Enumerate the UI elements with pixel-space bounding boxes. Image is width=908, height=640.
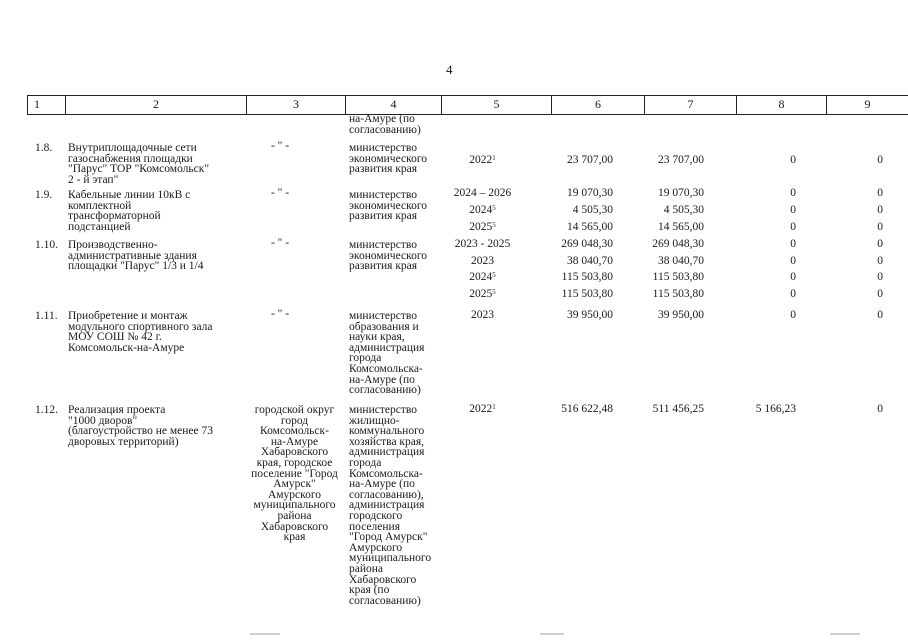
executor-ditto: - " - (270, 187, 290, 199)
value-col9: 0 (877, 204, 883, 216)
measure-name: Производственно- (68, 239, 158, 251)
responsible: министерство (349, 239, 417, 251)
executor: муниципального (253, 499, 336, 512)
responsible: городского (349, 510, 403, 522)
row-number: 1.10. (35, 239, 58, 251)
executor: на-Амуре (270, 435, 319, 448)
measure-name: Кабельные линии 10кВ с (68, 189, 191, 201)
header-col-3: 3 (246, 96, 345, 114)
header-col-8: 8 (736, 96, 826, 114)
measure-name: Приобретение и монтаж (68, 310, 188, 322)
responsible: хозяйства края, (349, 435, 425, 448)
value-col6: 39 950,00 (567, 309, 613, 321)
year: 2023 (471, 309, 494, 321)
footnote-ref: 5 (492, 221, 496, 229)
responsible: Хабаровского (349, 573, 417, 586)
responsible: жилищно- (349, 414, 400, 427)
year: 2025$^5$ (469, 288, 496, 300)
responsible: на-Амуре (по (349, 373, 415, 386)
responsible: Комсомольска- (349, 467, 423, 480)
responsible: администрация (349, 446, 425, 459)
row-number: 1.8. (35, 142, 53, 154)
footnote-ref: 5 (492, 288, 496, 296)
year: 2023 - 2025 (454, 238, 511, 250)
header-col-4: 4 (345, 96, 441, 114)
measure-name: административные здания (68, 249, 197, 262)
value-col9: 0 (877, 288, 883, 300)
value-col6: 38 040,70 (567, 255, 613, 267)
value-col6: 23 707,00 (567, 154, 613, 166)
measure-name: дворовых территорий) (68, 435, 179, 448)
value-col7: 115 503,80 (652, 288, 704, 300)
responsible: на-Амуре (по (349, 478, 415, 491)
responsible: согласованию) (349, 594, 421, 607)
year: 2024 – 2026 (453, 187, 512, 199)
responsible: края (по (349, 584, 390, 597)
header-col-5: 5 (441, 96, 551, 114)
value-col7: 4 505,30 (663, 204, 704, 216)
measure-name: 2 - й этап" (68, 173, 119, 186)
executor: городской округ (254, 404, 335, 416)
value-col9: 0 (877, 403, 883, 415)
footnote-ref: 5 (492, 271, 496, 279)
responsible: министерство (349, 142, 417, 154)
responsible: образования и (349, 320, 419, 333)
executor: Хабаровского (260, 446, 329, 459)
measure-name: модульного спортивного зала (68, 320, 213, 333)
responsible: города (349, 457, 382, 469)
executor: Хабаровского (260, 520, 329, 533)
measure-name: Реализация проекта (68, 404, 166, 416)
year: 2022$^1$ (469, 403, 496, 415)
value-col9: 0 (877, 187, 883, 199)
responsible: развития края (349, 260, 418, 273)
responsible: администрация (349, 341, 425, 354)
measure-name: Внутриплощадочные сети (68, 142, 197, 154)
responsible: муниципального (349, 552, 432, 565)
year: 2022$^1$ (469, 154, 496, 166)
value-col7: 39 950,00 (658, 309, 704, 321)
year: 2025$^5$ (469, 221, 496, 233)
value-col7: 269 048,30 (652, 238, 704, 250)
value-col8: 0 (790, 221, 796, 233)
measure-name: "1000 дворов" (68, 414, 138, 427)
value-col8: 0 (790, 204, 796, 216)
row-number: 1.12. (35, 404, 58, 416)
value-col8: 0 (790, 187, 796, 199)
value-col8: 0 (790, 154, 796, 166)
executor: края, городское (256, 457, 333, 469)
value-col8: 0 (790, 309, 796, 321)
responsible: города (349, 352, 382, 365)
measure-name: "Парус" ТОР "Комсомольск" (68, 163, 210, 176)
year: 2024$^5$ (469, 204, 496, 216)
table-header (27, 95, 908, 115)
page-number: 4 (446, 62, 453, 77)
value-col6: 4 505,30 (572, 204, 613, 216)
header-col-9: 9 (826, 96, 908, 114)
measure-name: трансформаторной (68, 210, 161, 223)
value-col9: 0 (877, 271, 883, 283)
measure-name: комплектной (68, 199, 132, 212)
executor: город (280, 414, 309, 427)
responsible: "Город Амурск" (349, 531, 428, 544)
responsible: согласованию) (349, 384, 421, 397)
responsible: Комсомольска- (349, 363, 423, 375)
value-col6: 115 503,80 (561, 271, 613, 283)
measure-name: подстанцией (68, 220, 131, 233)
responsible: поселения (349, 520, 400, 533)
value-col9: 0 (877, 238, 883, 250)
value-col7: 14 565,00 (658, 221, 704, 233)
value-col6: 516 622,48 (561, 403, 613, 415)
row-number: 1.11. (35, 310, 58, 322)
responsible: развития края (349, 210, 418, 223)
executor: Амурск" (273, 478, 316, 491)
responsible: развития края (349, 163, 418, 176)
responsible: науки края, (349, 331, 405, 344)
responsible: администрация (349, 499, 425, 512)
value-col8: 0 (790, 255, 796, 267)
header-col-1: 1 (27, 96, 65, 114)
responsible: Амурского (349, 541, 403, 554)
value-col7: 23 707,00 (658, 154, 704, 166)
responsible: экономического (349, 199, 428, 212)
measure-name: МОУ СОШ № 42 г. (68, 331, 162, 344)
executor: края (283, 531, 306, 544)
measure-name: площадки "Парус" 1/3 и 1/4 (68, 260, 204, 273)
value-col6: 115 503,80 (561, 288, 613, 300)
responsible-continued: на-Амуре (по (349, 113, 415, 125)
responsible: министерство (349, 189, 417, 201)
value-col8: 0 (790, 238, 796, 250)
year: 2024$^5$ (469, 271, 496, 283)
executor-ditto: - " - (270, 308, 290, 320)
responsible: согласованию), (349, 488, 424, 501)
header-col-6: 6 (551, 96, 644, 114)
value-col8: 5 166,23 (755, 403, 796, 415)
responsible: министерство (349, 310, 417, 322)
value-col9: 0 (877, 221, 883, 233)
header-col-7: 7 (644, 96, 736, 114)
measure-name: (благоустройство не менее 73 (68, 425, 214, 438)
value-col7: 38 040,70 (658, 255, 704, 267)
value-col8: 0 (790, 271, 796, 283)
row-number: 1.9. (35, 189, 53, 201)
year: 2023 (471, 255, 494, 267)
footnote-ref: 5 (492, 204, 496, 212)
value-col9: 0 (877, 255, 883, 267)
responsible-continued: согласованию) (349, 123, 421, 136)
responsible: коммунального (349, 425, 425, 438)
measure-name: Комсомольск-на-Амуре (68, 341, 185, 354)
executor: района (277, 510, 312, 522)
value-col9: 0 (877, 154, 883, 166)
value-col7: 115 503,80 (652, 271, 704, 283)
measure-name: газоснабжения площадки (68, 152, 193, 165)
value-col6: 269 048,30 (561, 238, 613, 250)
responsible: экономического (349, 152, 428, 165)
value-col8: 0 (790, 288, 796, 300)
responsible: экономического (349, 249, 428, 262)
executor-ditto: - " - (270, 237, 290, 249)
executor-ditto: - " - (270, 140, 290, 152)
responsible: министерство (349, 404, 417, 416)
value-col6: 19 070,30 (567, 187, 613, 199)
header-col-2: 2 (65, 96, 246, 114)
executor: Комсомольск- (260, 425, 329, 438)
executor: Амурского (267, 488, 322, 501)
value-col9: 0 (877, 309, 883, 321)
value-col7: 19 070,30 (658, 187, 704, 199)
footnote-ref: 1 (492, 403, 496, 411)
footnote-ref: 1 (492, 154, 496, 162)
value-col6: 14 565,00 (567, 221, 613, 233)
executor: поселение "Город (251, 467, 338, 480)
value-col7: 511 456,25 (652, 403, 704, 415)
responsible: района (349, 563, 384, 575)
